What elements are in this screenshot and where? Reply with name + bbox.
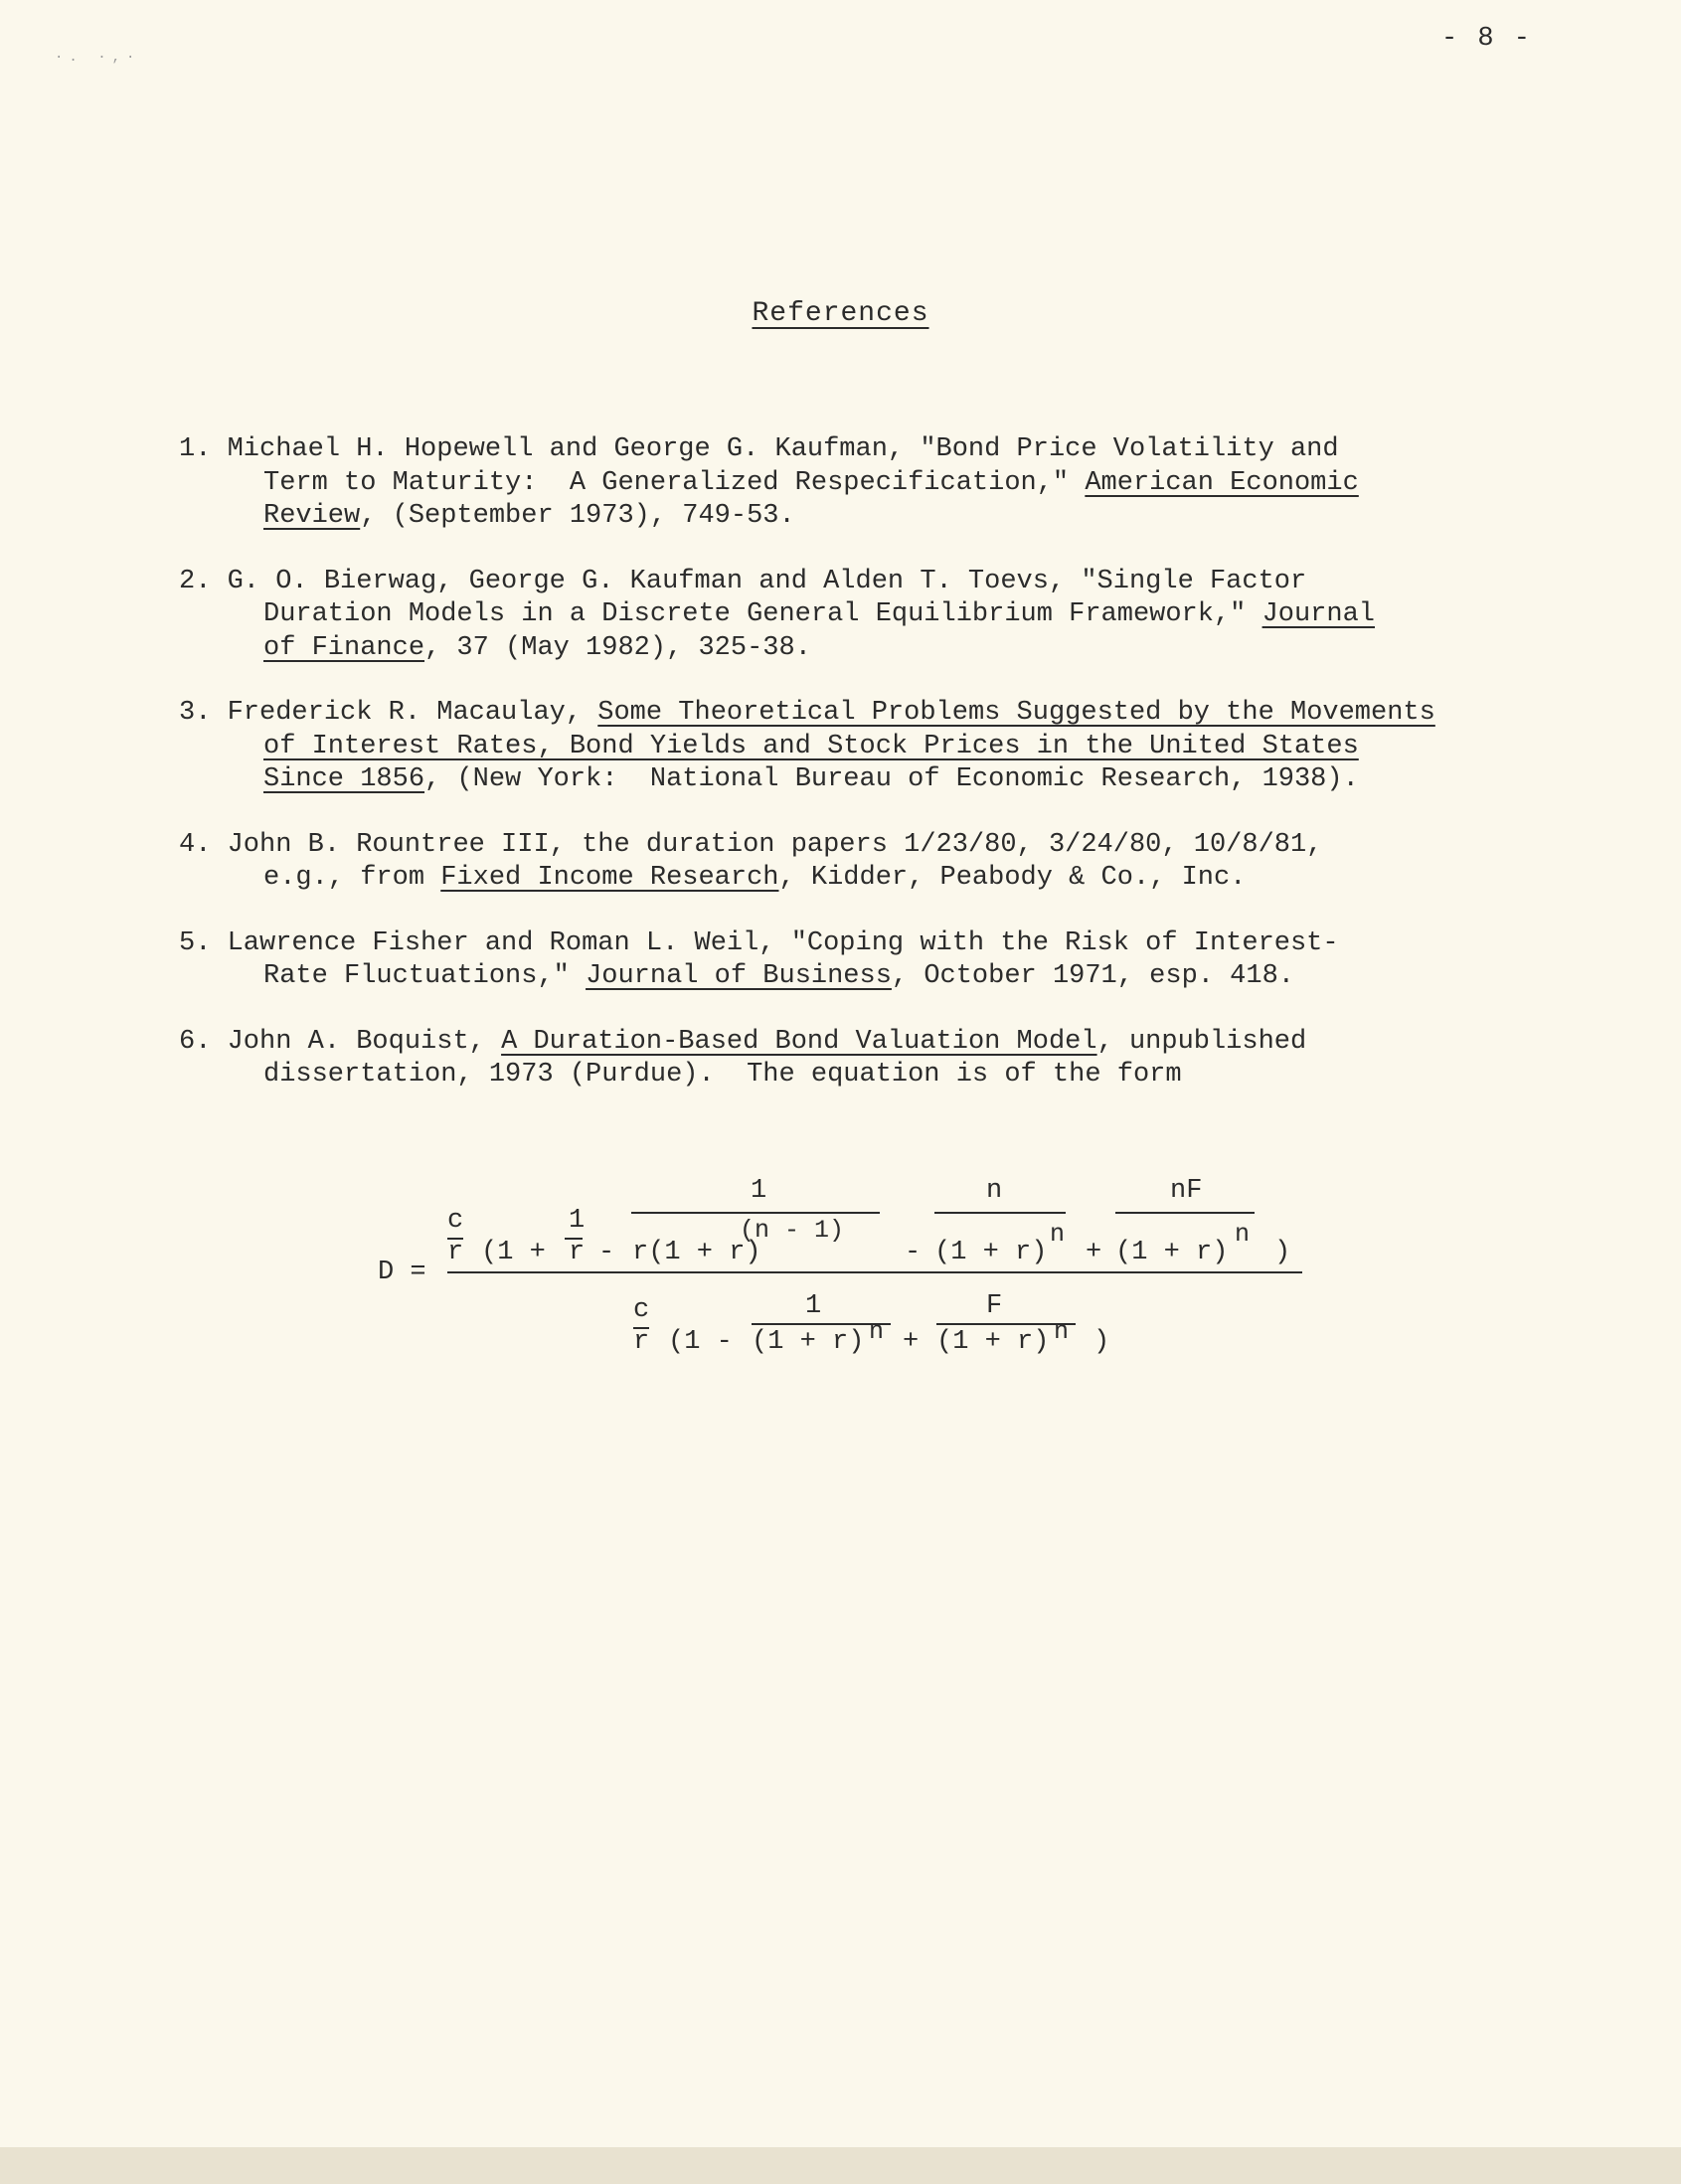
reference-line xyxy=(179,829,1531,863)
eq-t3-exp: n xyxy=(1235,1220,1251,1249)
reference-text: John A. Boquist, xyxy=(227,1026,502,1057)
reference-line xyxy=(179,927,1531,961)
eq-den-open: (1 - xyxy=(668,1327,733,1357)
eq-t1-exp: (n - 1) xyxy=(740,1216,845,1245)
reference-title: A Duration-Based Bond Valuation Model xyxy=(501,1026,1097,1057)
references-heading xyxy=(0,298,1681,329)
reference-title: American Economic xyxy=(1085,467,1359,498)
scan-edge xyxy=(0,2147,1681,2184)
eq-den-t1-exp: n xyxy=(869,1317,885,1346)
reference-line xyxy=(179,566,1531,599)
eq-den-plus: + xyxy=(903,1327,920,1357)
reference-title: Fixed Income Research xyxy=(440,863,779,893)
eq-t1-den: r(1 + r) xyxy=(632,1238,761,1267)
reference-item xyxy=(179,927,1531,994)
scan-specks: ·. ·,· xyxy=(55,50,141,66)
reference-item xyxy=(179,697,1531,797)
reference-title: Review xyxy=(263,501,361,531)
reference-title: Since 1856 xyxy=(263,764,425,794)
eq-num-r: r xyxy=(447,1238,464,1267)
eq-den-t2-num: F xyxy=(986,1291,1003,1321)
reference-item xyxy=(179,829,1531,896)
reference-text: Rate Fluctuations," xyxy=(263,961,587,991)
reference-item xyxy=(179,1026,1531,1092)
reference-line xyxy=(179,763,1531,797)
reference-number: 5. xyxy=(179,927,212,958)
reference-text: Lawrence Fisher and Roman L. Weil, "Coping with the Risk of Interest- xyxy=(227,927,1339,958)
reference-number: 2. xyxy=(179,566,212,596)
eq-t2-exp: n xyxy=(1050,1220,1066,1249)
eq-den-t2-exp: n xyxy=(1054,1317,1070,1346)
reference-title: Some Theoretical Problems Suggested by the Movements xyxy=(597,698,1435,728)
reference-text: , (September 1973), 749-53. xyxy=(360,501,795,531)
reference-text: , (New York: National Bureau of Economic Research, 1938). xyxy=(424,764,1359,794)
reference-title: Journal xyxy=(1261,599,1375,629)
reference-line xyxy=(179,500,1531,534)
reference-line xyxy=(179,467,1531,501)
eq-den-t1-den: (1 + r) xyxy=(752,1327,865,1357)
reference-text: Michael H. Hopewell and George G. Kaufman, "Bond Price Volatility and xyxy=(227,434,1339,464)
reference-text: , Kidder, Peabody & Co., Inc. xyxy=(778,863,1247,893)
reference-line xyxy=(179,433,1531,467)
reference-title: of Interest Rates, Bond Yields and Stock Prices in the United States xyxy=(263,731,1359,761)
reference-text: e.g., from xyxy=(263,863,441,893)
reference-item xyxy=(179,433,1531,534)
page-number: - 8 - xyxy=(1441,24,1533,54)
eq-den-c: c xyxy=(633,1295,650,1325)
page-title: References xyxy=(752,298,929,329)
reference-line xyxy=(179,862,1531,896)
reference-list xyxy=(179,433,1531,1124)
reference-text: Term to Maturity: A Generalized Respecification," xyxy=(263,467,1086,498)
eq-den-r: r xyxy=(633,1327,650,1357)
reference-text: , 37 (May 1982), 325-38. xyxy=(424,632,811,663)
eq-num-c: c xyxy=(447,1206,464,1236)
eq-den-t2-den: (1 + r) xyxy=(936,1327,1050,1357)
eq-num-plus: + xyxy=(1086,1238,1102,1267)
reference-text: Duration Models in a Discrete General Equilibrium Framework," xyxy=(263,599,1262,629)
eq-num-minus1: - xyxy=(598,1238,615,1267)
eq-num-open: (1 + xyxy=(481,1238,546,1267)
eq-t2-den: (1 + r) xyxy=(934,1238,1048,1267)
eq-t2-num: n xyxy=(986,1176,1003,1206)
reference-text: , October 1971, esp. 418. xyxy=(891,961,1294,991)
eq-t3-den: (1 + r) xyxy=(1115,1238,1229,1267)
eq-num-r2: r xyxy=(569,1238,586,1267)
reference-text: G. O. Bierwag, George G. Kaufman and Alden T. Toevs, "Single Factor xyxy=(227,566,1307,596)
reference-text: , unpublished xyxy=(1096,1026,1307,1057)
reference-line xyxy=(179,731,1531,764)
eq-lhs: D = xyxy=(378,1258,426,1287)
reference-text: Frederick R. Macaulay, xyxy=(227,698,598,728)
reference-number: 3. xyxy=(179,698,212,728)
reference-line xyxy=(179,1059,1531,1092)
reference-text: dissertation, 1973 (Purdue). The equation is of the form xyxy=(263,1060,1182,1090)
reference-line xyxy=(179,632,1531,666)
eq-t3-num: nF xyxy=(1170,1176,1203,1206)
eq-den-t1-num: 1 xyxy=(805,1291,822,1321)
eq-den-close: ) xyxy=(1093,1327,1110,1357)
reference-line xyxy=(179,960,1531,994)
eq-num-minus2: - xyxy=(905,1238,922,1267)
reference-line xyxy=(179,697,1531,731)
reference-item xyxy=(179,566,1531,666)
reference-title: Journal of Business xyxy=(586,961,892,991)
reference-number: 6. xyxy=(179,1026,212,1057)
reference-line xyxy=(179,1026,1531,1060)
main-fraction-bar xyxy=(447,1271,1302,1273)
eq-t1-num: 1 xyxy=(751,1176,767,1206)
reference-line xyxy=(179,598,1531,632)
eq-num-one: 1 xyxy=(569,1206,586,1236)
reference-number: 1. xyxy=(179,434,212,464)
reference-title: of Finance xyxy=(263,632,425,663)
reference-text: John B. Rountree III, the duration papers 1/23/80, 3/24/80, 10/8/81, xyxy=(227,829,1323,860)
reference-number: 4. xyxy=(179,829,212,860)
eq-num-close: ) xyxy=(1274,1238,1291,1267)
duration-equation xyxy=(378,1168,1312,1367)
